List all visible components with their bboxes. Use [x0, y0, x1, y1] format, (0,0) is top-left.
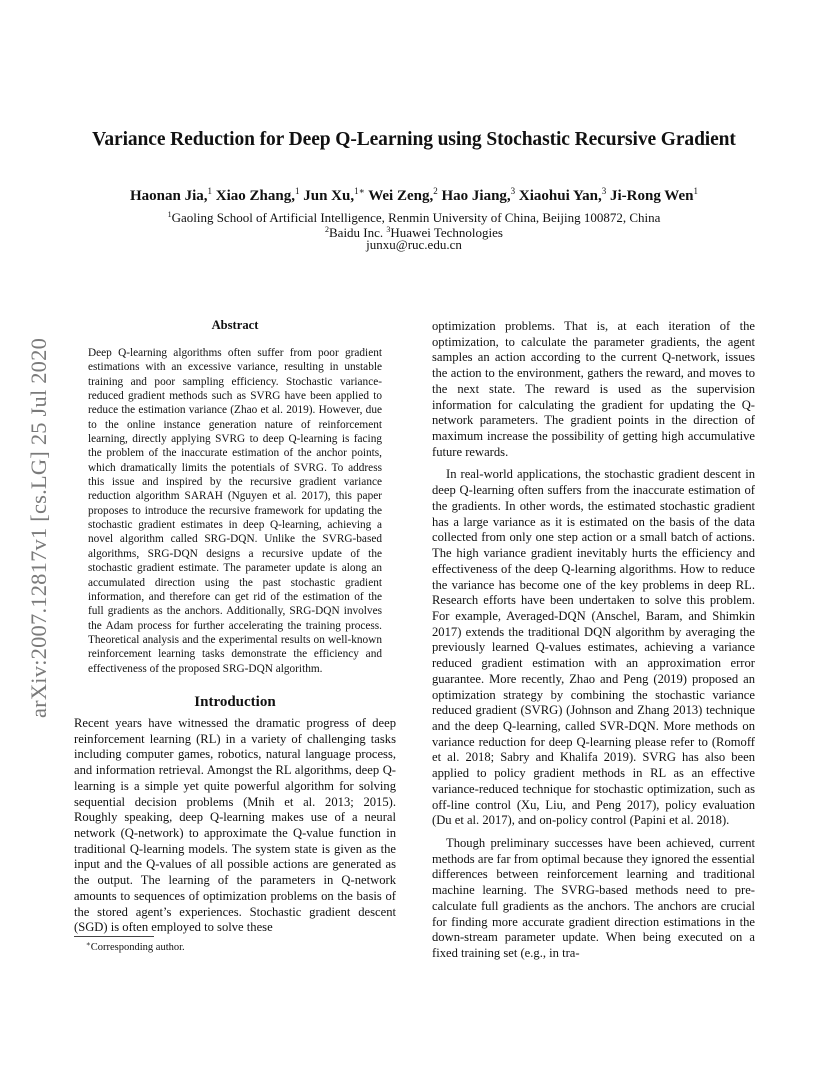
- footnote: ∗Corresponding author.: [86, 940, 185, 953]
- author: Xiao Zhang,$^1$: [215, 186, 300, 204]
- paragraph: In real-world applications, the stochastic gradient descent in deep Q-learning often suffers from the inaccurate estimation of the gradients. In other words, the estimated stochastic gradient has a large variance as it is estimated on the basis of the data collected from only one step action or a small batch of actions. The high variance gradient inevitably hurts the efficiency and effectiveness of the deep Q-learning algorithms. How to reduce the variance has become one of the key problems in deep RL. Research efforts have been undertaken to solve this problem. For example, Averaged-DQN (Anschel, Baram, and Shimkin 2017) extends the traditional DQN algorithm by averaging the previously learned Q-values estimates, achieving a variance reduced gradient estimation with an approximation error guarantee. More recently, Zhao and Peng (2019) proposed an optimization strategy by combining the stochastic variance reduced gradient (SVRG) (Johnson and Zhang 2013) technique and the deep Q-learning, called SVR-DQN. More methods on variance reduction for deep Q-learning please refer to (Romoff et al. 2018; Sabry and Khalifa 2019). SVRG has also been applied to policy gradient methods in RL as an effective variance-reduced technique for stochastic optimization, such as off-line control (Xu, Liu, and Peng 2017), policy evaluation (Du et al. 2017), and on-policy control (Papini et al. 2018).: [432, 467, 755, 828]
- author: Hao Jiang,$^3$: [441, 186, 516, 204]
- paper-title: Variance Reduction for Deep Q-Learning using Stochastic Recursive Gradient: [92, 129, 736, 150]
- footnote-rule: [74, 936, 154, 937]
- introduction-body: [74, 716, 396, 936]
- paragraph: Though preliminary successes have been achieved, current methods are far from optimal because they ignored the essential differences between reinforcement learning and traditional machine learning. The SVRG-based methods need to pre-calculate full gradients as the anchors. The anchors are crucial for finding more accurate gradient direction estimations in the down-stream parameter update. When being executed on a fixed training set (e.g., in tra-: [432, 836, 755, 961]
- abstract-heading: Abstract: [211, 318, 259, 332]
- arxiv-id: arXiv:2007.12817v1 [cs.LG] 25 Jul 2020: [26, 337, 51, 719]
- paragraph: optimization problems. That is, at each iteration of the optimization, to calculate the parameter gradients, the agent samples an action according to the current Q-network, issues the action to the environment, gathers the reward, and moves to the next state. The reward is used as the supervision information for calculating the gradient for updating the Q-network parameters. The gradient points in the direction of maximum increase the possibility of getting high accumulative future rewards.: [432, 319, 755, 459]
- paragraph: Recent years have witnessed the dramatic progress of deep reinforcement learning (RL) in a variety of challenging tasks including computer games, robotics, natural language process, and information retrieval. Amongst the RL algorithms, deep Q-learning is a simple yet quite powerful algorithm for solving sequential decision problems (Mnih et al. 2013; 2015). Roughly speaking, deep Q-learning makes use of a neural network (Q-network) to approximate the Q-value function in traditional Q-learning models. The system state is given as the input and the Q-values of all possible actions are generated as the output. The learning of the parameters in Q-network amounts to sequences of optimization problems on the basis of the stored agent’s experiences. Stochastic gradient descent (SGD) is often employed to solve these: [74, 716, 396, 935]
- affiliation-line-1: $^1$Gaoling School of Artificial Intelligence, Renmin University of China, Beijing 100872, China: [167, 210, 661, 225]
- affiliation-line-2: $^2$Baidu Inc. $^3$Huawei Technologies: [325, 225, 503, 240]
- author: Xiaohui Yan,$^3$: [518, 186, 607, 204]
- author: Haonan Jia,$^1$: [130, 186, 213, 204]
- author: Jun Xu,$^{1∗}$: [303, 186, 365, 204]
- author: Ji-Rong Wen$^1$: [609, 186, 698, 204]
- arxiv-stamp: [22, 296, 56, 760]
- author-list: [0, 186, 828, 205]
- introduction-heading: Introduction: [194, 694, 276, 710]
- author: Wei Zeng,$^2$: [368, 186, 438, 204]
- right-column: [432, 319, 755, 962]
- abstract-body: Deep Q-learning algorithms often suffer from poor gradient estimations with an excessive variance, resulting in unstable training and poor sampling efficiency. Stochastic variance-reduced gradient methods such as SVRG have been applied to reduce the estimation variance (Zhao et al. 2019). However, due to the online instance generation nature of reinforcement learning, directly applying SVRG to deep Q-learning is facing the problem of the inaccurate estimation of the anchor points, which dramatically limits the potentials of SVRG. To address this issue and inspired by the recursive gradient variance reduction algorithm SARAH (Nguyen et al. 2017), this paper proposes to introduce the recursive framework for updating the stochastic gradient estimates in deep Q-learning, achieving a novel algorithm called SRG-DQN. Unlike the SVRG-based algorithms, SRG-DQN designs a recursive update of the stochastic gradient estimate. The parameter update is along an accumulated direction using the past stochastic gradient information, and therefore can get rid of the estimation of the full gradients as the anchors. Additionally, SRG-DQN involves the Adam process for further accelerating the training process. Theoretical analysis and the experimental results on well-known reinforcement learning tasks demonstrate the efficiency and effectiveness of the proposed SRG-DQN algorithm.: [88, 347, 382, 675]
- author-email: junxu@ruc.edu.cn: [366, 237, 462, 252]
